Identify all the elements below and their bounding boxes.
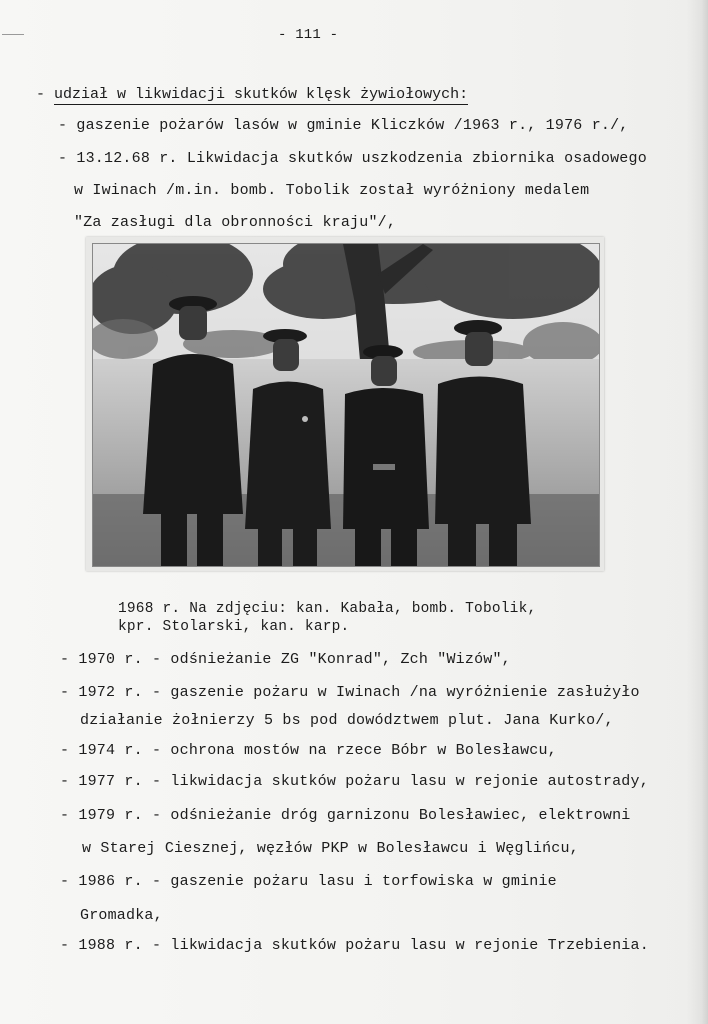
list-item-continuation: działanie żołnierzy 5 bs pod dowództwem plut. Jana Kurko/, <box>80 712 614 729</box>
list-item: - 1979 r. - odśnieżanie dróg garnizonu Bolesławiec, elektrowni <box>60 807 631 824</box>
page-number: - 111 - <box>278 27 339 43</box>
list-item: - 1977 r. - likwidacja skutków pożaru lasu w rejonie autostrady, <box>60 773 649 790</box>
margin-mark <box>2 34 24 35</box>
list-item-continuation: "Za zasługi dla obronności kraju"/, <box>74 214 397 231</box>
list-item: - 1986 r. - gaszenie pożaru lasu i torfowiska w gminie <box>60 873 557 890</box>
paper-edge-shadow <box>686 0 708 1024</box>
list-item-continuation: w Starej Ciesznej, węzłów PKP w Bolesławcu i Węglińcu, <box>82 840 579 857</box>
list-item-dash: - <box>58 150 68 167</box>
list-item-dash: - <box>58 117 68 134</box>
photo-caption-line: kpr. Stolarski, kan. karp. <box>118 619 350 635</box>
list-item-text: gaszenie pożarów lasów w gminie Kliczków /1963 r., 1976 r./, <box>76 117 629 134</box>
photo-of-four-soldiers-icon <box>92 243 600 567</box>
section-heading <box>36 86 468 103</box>
list-item-continuation: Gromadka, <box>80 907 163 924</box>
list-item: - 1988 r. - likwidacja skutków pożaru lasu w rejonie Trzebienia. <box>60 937 649 954</box>
heading-text: udział w likwidacji skutków klęsk żywiołowych: <box>54 86 469 103</box>
heading-dash: - <box>36 86 55 103</box>
list-item <box>58 117 629 135</box>
list-item-text: 13.12.68 r. Likwidacja skutków uszkodzenia zbiornika osadowego <box>76 150 647 167</box>
list-item: - 1970 r. - odśnieżanie ZG "Konrad", Zch "Wizów", <box>60 651 511 668</box>
list-item-continuation: w Iwinach /m.in. bomb. Tobolik został wyróżniony medalem <box>74 182 590 199</box>
list-item: - 1972 r. - gaszenie pożaru w Iwinach /na wyróżnienie zasłużyło <box>60 684 640 701</box>
photo-caption-line: 1968 r. Na zdjęciu: kan. Kabała, bomb. Tobolik, <box>118 601 537 617</box>
list-item: - 1974 r. - ochrona mostów na rzece Bóbr w Bolesławcu, <box>60 742 557 759</box>
list-item <box>58 150 647 168</box>
